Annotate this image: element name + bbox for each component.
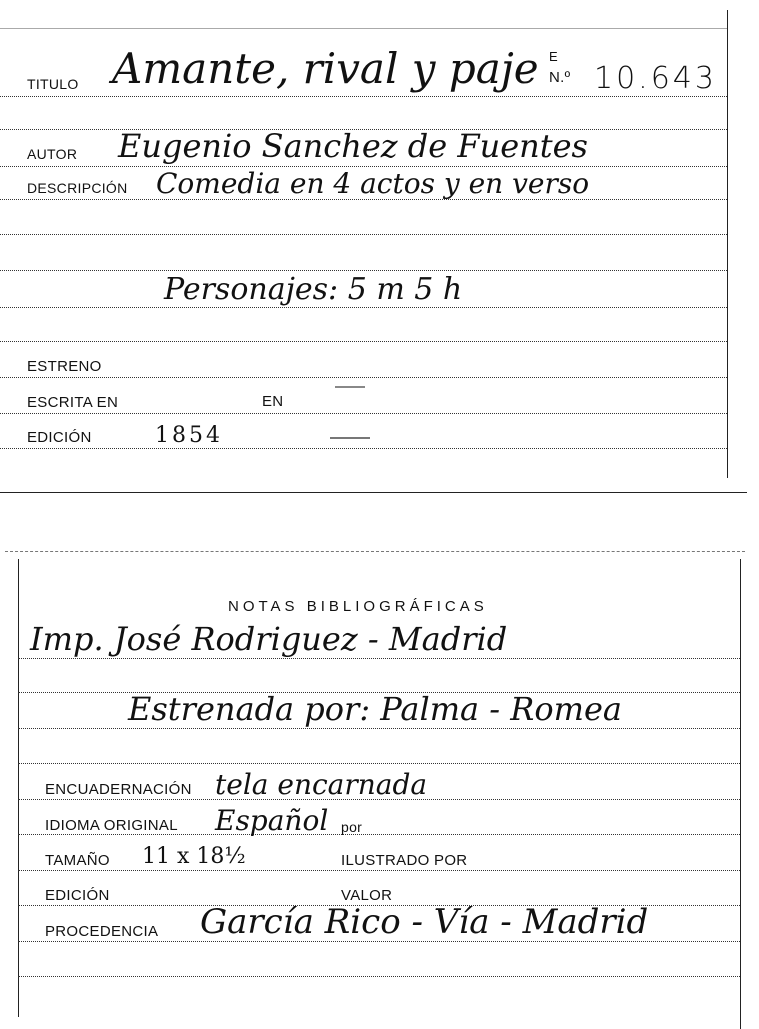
right-border [740, 559, 741, 1029]
stray-mark [330, 437, 370, 439]
ilustrado-label: ILUSTRADO POR [341, 852, 468, 869]
escrita-en-label: ESCRITA EN [27, 394, 119, 411]
ruled-line [0, 341, 727, 342]
idioma-value: Español [215, 804, 329, 837]
numero-prefix: E [549, 49, 558, 64]
left-border [18, 559, 19, 1017]
encuadernacion-label: ENCUADERNACIÓN [45, 781, 192, 798]
ruled-line [0, 413, 727, 414]
en-label: EN [262, 393, 284, 410]
personajes-value: Personajes: 5 m 5 h [164, 272, 463, 307]
ruled-line [18, 976, 740, 977]
notas-heading: NOTAS BIBLIOGRÁFICAS [228, 598, 488, 615]
catalog-card-bottom [0, 545, 759, 1028]
valor-label: VALOR [341, 887, 393, 904]
idioma-label: IDIOMA ORIGINAL [45, 817, 178, 834]
numero-value: 10.643 [594, 61, 717, 96]
ruled-line [18, 763, 740, 764]
ruled-line [0, 448, 727, 449]
autor-label: AUTOR [27, 146, 78, 162]
descripcion-value: Comedia en 4 actos y en verso [156, 167, 590, 200]
por-label: por [341, 819, 363, 835]
titulo-value: Amante, rival y paje [112, 44, 539, 93]
ruled-line [18, 658, 740, 659]
catalog-card-top [0, 0, 759, 495]
edicion-label: EDICIÓN [27, 429, 92, 446]
stray-mark [335, 386, 365, 388]
procedencia-value: García Rico - Vía - Madrid [200, 902, 649, 942]
ruled-line [0, 234, 727, 235]
edicion-label: EDICIÓN [45, 887, 110, 904]
top-edge [5, 551, 745, 552]
ruled-line [0, 270, 727, 271]
note-estreno: Estrenada por: Palma - Romea [128, 690, 622, 728]
right-border [727, 10, 728, 478]
ruled-line [0, 96, 727, 97]
ruled-line [18, 728, 740, 729]
encuadernacion-value: tela encarnada [215, 768, 428, 801]
tamano-label: TAMAÑO [45, 852, 110, 869]
top-edge [0, 28, 727, 29]
estreno-label: ESTRENO [27, 358, 102, 375]
ruled-line [0, 377, 727, 378]
numero-label: N.º [549, 69, 571, 86]
edicion-value: 1854 [155, 423, 223, 448]
ruled-line [0, 307, 727, 308]
ruled-line [18, 870, 740, 871]
procedencia-label: PROCEDENCIA [45, 923, 159, 940]
ruled-line [18, 834, 740, 835]
titulo-label: TITULO [27, 76, 79, 92]
note-imprenta: Imp. José Rodriguez - Madrid [30, 620, 508, 658]
descripcion-label: DESCRIPCIÓN [27, 180, 128, 196]
bottom-border [0, 492, 747, 493]
autor-value: Eugenio Sanchez de Fuentes [118, 127, 588, 165]
tamano-value: 11 x 18½ [142, 844, 246, 869]
